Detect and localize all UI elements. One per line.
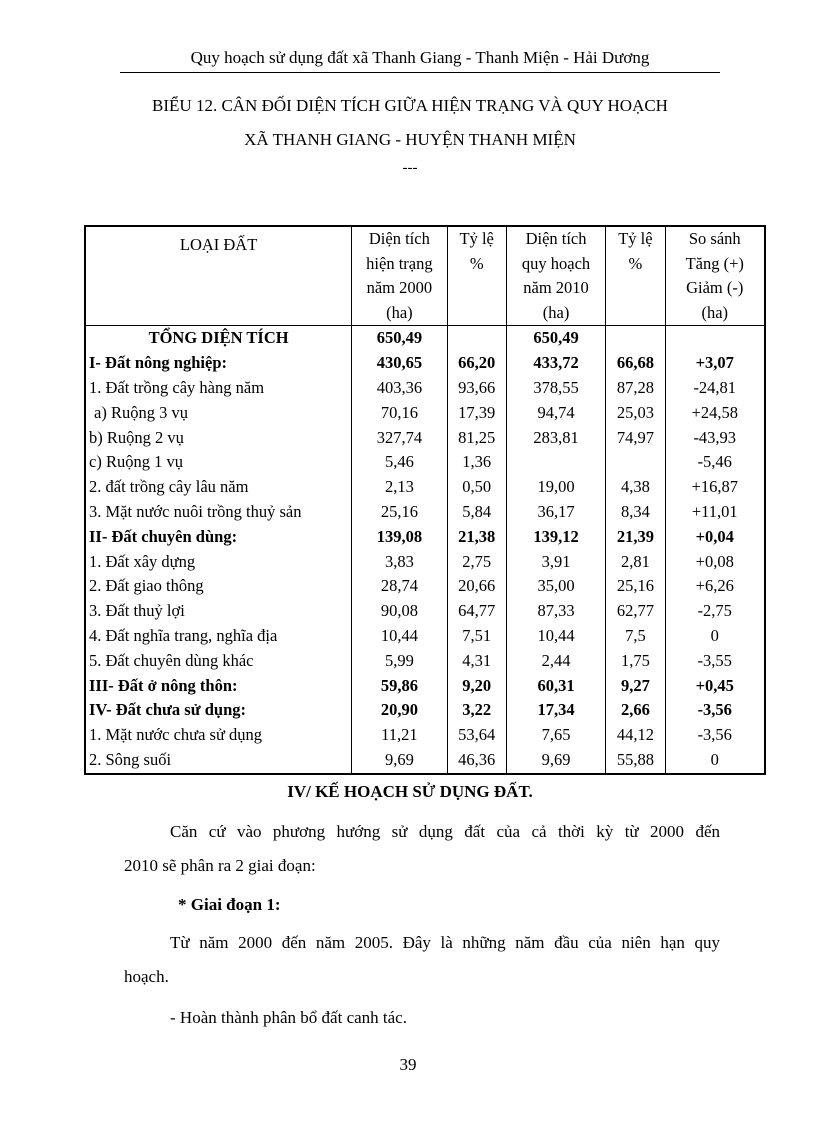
cell-area-2010: 60,31 [506,674,605,699]
paragraph-2-line-2: hoạch. [124,967,169,986]
cell-diff: +24,58 [665,401,765,426]
cell-label: 5. Đất chuyên dùng khác [85,649,352,674]
cell-diff: +0,08 [665,550,765,575]
cell-diff [665,326,765,351]
cell-diff: -43,93 [665,426,765,451]
cell-pct-2000: 17,39 [447,401,506,426]
cell-area-2010: 650,49 [506,326,605,351]
table-row [85,723,765,748]
paragraph-1-line-1: Căn cứ vào phương hướng sử dụng đất của cả thời kỳ từ 2000 đến [170,822,720,841]
cell-area-2010: 9,69 [506,748,605,774]
table-row [85,351,765,376]
cell-label: 1. Đất trồng cây hàng năm [85,376,352,401]
cell-label: a) Ruộng 3 vụ [85,401,352,426]
cell-label: II- Đất chuyên dùng: [85,525,352,550]
cell-diff: 0 [665,624,765,649]
running-header: Quy hoạch sử dụng đất xã Thanh Giang - Thanh Miện - Hải Dương [190,48,650,67]
cell-label: IV- Đất chưa sử dụng: [85,698,352,723]
cell-label: III- Đất ở nông thôn: [85,674,352,699]
cell-pct-2010 [606,326,665,351]
cell-area-2010: 378,55 [506,376,605,401]
cell-pct-2010 [606,450,665,475]
cell-area-2000: 403,36 [352,376,447,401]
header-land-type: LOẠI ĐẤT [85,226,352,326]
cell-pct-2010: 7,5 [606,624,665,649]
cell-pct-2000: 21,38 [447,525,506,550]
table-row [85,500,765,525]
table-row [85,376,765,401]
cell-area-2010: 433,72 [506,351,605,376]
header-pct-2010: Tỷ lệ % [606,226,665,326]
cell-area-2000: 9,69 [352,748,447,774]
cell-area-2010: 36,17 [506,500,605,525]
cell-diff: +6,26 [665,574,765,599]
cell-pct-2010: 2,81 [606,550,665,575]
cell-area-2000: 5,99 [352,649,447,674]
cell-diff: -3,55 [665,649,765,674]
cell-pct-2000: 1,36 [447,450,506,475]
cell-pct-2000: 7,51 [447,624,506,649]
table-row [85,674,765,699]
table-row [85,649,765,674]
paragraph-2-line-1: Từ năm 2000 đến năm 2005. Đây là những năm đầu của niên hạn quy [170,933,720,952]
cell-pct-2010: 9,27 [606,674,665,699]
header-compare: So sánh Tăng (+) Giảm (-) (ha) [665,226,765,326]
table-title-line1: BIỂU 12. CÂN ĐỐI DIỆN TÍCH GIỮA HIỆN TRẠNG VÀ QUY HOẠCH [152,96,668,115]
cell-area-2010: 35,00 [506,574,605,599]
cell-diff: -3,56 [665,698,765,723]
cell-pct-2000: 2,75 [447,550,506,575]
paragraph-1-line-2: 2010 sẽ phân ra 2 giai đoạn: [124,856,316,875]
cell-area-2000: 139,08 [352,525,447,550]
header-area-2010: Diện tích quy hoạch năm 2010 (ha) [506,226,605,326]
cell-label: 2. Sông suối [85,748,352,774]
cell-pct-2000 [447,326,506,351]
cell-pct-2010: 25,03 [606,401,665,426]
table-header-row [85,226,765,326]
cell-area-2010: 3,91 [506,550,605,575]
cell-pct-2010: 4,38 [606,475,665,500]
cell-label: 2. Đất giao thông [85,574,352,599]
cell-pct-2000: 93,66 [447,376,506,401]
cell-label: 4. Đất nghĩa trang, nghĩa địa [85,624,352,649]
cell-pct-2000: 0,50 [447,475,506,500]
cell-area-2000: 5,46 [352,450,447,475]
header-rule [120,72,720,73]
cell-diff: +0,04 [665,525,765,550]
cell-pct-2000: 5,84 [447,500,506,525]
table-row [85,475,765,500]
header-area-2000: Diện tích hiện trạng năm 2000 (ha) [352,226,447,326]
cell-label: 1. Đất xây dựng [85,550,352,575]
cell-area-2010: 139,12 [506,525,605,550]
cell-pct-2000: 3,22 [447,698,506,723]
cell-area-2000: 90,08 [352,599,447,624]
cell-pct-2010: 2,66 [606,698,665,723]
table-row [85,401,765,426]
cell-area-2000: 28,74 [352,574,447,599]
land-balance-table [84,225,766,775]
stage-1-heading: * Giai đoạn 1: [178,895,281,914]
cell-pct-2010: 8,34 [606,500,665,525]
table-row [85,326,765,351]
cell-area-2000: 650,49 [352,326,447,351]
cell-area-2000: 20,90 [352,698,447,723]
section-heading: IV/ KẾ HOẠCH SỬ DỤNG ĐẤT. [287,782,533,801]
table-row [85,698,765,723]
cell-diff: +11,01 [665,500,765,525]
table-row [85,748,765,774]
cell-pct-2000: 53,64 [447,723,506,748]
cell-diff: -2,75 [665,599,765,624]
cell-diff: -24,81 [665,376,765,401]
cell-diff: 0 [665,748,765,774]
cell-pct-2000: 20,66 [447,574,506,599]
cell-diff: -5,46 [665,450,765,475]
cell-pct-2010: 21,39 [606,525,665,550]
cell-area-2010: 2,44 [506,649,605,674]
table-row [85,426,765,451]
cell-diff: +16,87 [665,475,765,500]
cell-diff: +3,07 [665,351,765,376]
cell-label: I- Đất nông nghiệp: [85,351,352,376]
cell-area-2000: 10,44 [352,624,447,649]
table-row [85,450,765,475]
table-title-line2: XÃ THANH GIANG - HUYỆN THANH MIỆN [244,130,576,149]
cell-area-2010: 283,81 [506,426,605,451]
cell-area-2010: 10,44 [506,624,605,649]
cell-area-2010 [506,450,605,475]
cell-label: b) Ruộng 2 vụ [85,426,352,451]
cell-area-2000: 3,83 [352,550,447,575]
table-row [85,525,765,550]
cell-pct-2010: 25,16 [606,574,665,599]
cell-area-2000: 2,13 [352,475,447,500]
cell-label: 3. Mặt nước nuôi trồng thuỷ sản [85,500,352,525]
cell-pct-2000: 4,31 [447,649,506,674]
cell-area-2010: 19,00 [506,475,605,500]
cell-pct-2010: 44,12 [606,723,665,748]
cell-diff: +0,45 [665,674,765,699]
table-row [85,599,765,624]
cell-area-2010: 17,34 [506,698,605,723]
cell-pct-2010: 66,68 [606,351,665,376]
header-pct-2000: Tỷ lệ % [447,226,506,326]
cell-pct-2000: 46,36 [447,748,506,774]
cell-pct-2010: 87,28 [606,376,665,401]
cell-pct-2010: 62,77 [606,599,665,624]
table-title-separator: --- [402,160,418,176]
table-row [85,574,765,599]
paragraph-3: - Hoàn thành phân bổ đất canh tác. [170,1008,407,1027]
cell-area-2010: 87,33 [506,599,605,624]
cell-label: 3. Đất thuỷ lợi [85,599,352,624]
cell-label: c) Ruộng 1 vụ [85,450,352,475]
cell-label: TỔNG DIỆN TÍCH [85,326,352,351]
cell-area-2010: 94,74 [506,401,605,426]
table-row [85,550,765,575]
table-row [85,624,765,649]
cell-diff: -3,56 [665,723,765,748]
cell-pct-2000: 81,25 [447,426,506,451]
cell-area-2000: 59,86 [352,674,447,699]
cell-area-2000: 430,65 [352,351,447,376]
cell-pct-2000: 64,77 [447,599,506,624]
cell-area-2000: 25,16 [352,500,447,525]
cell-area-2000: 70,16 [352,401,447,426]
cell-pct-2010: 55,88 [606,748,665,774]
cell-area-2000: 11,21 [352,723,447,748]
cell-pct-2000: 9,20 [447,674,506,699]
cell-pct-2010: 74,97 [606,426,665,451]
cell-pct-2000: 66,20 [447,351,506,376]
cell-area-2010: 7,65 [506,723,605,748]
page-number: 39 [399,1055,417,1074]
cell-label: 2. đất trồng cây lâu năm [85,475,352,500]
cell-label: 1. Mặt nước chưa sử dụng [85,723,352,748]
cell-pct-2010: 1,75 [606,649,665,674]
cell-area-2000: 327,74 [352,426,447,451]
